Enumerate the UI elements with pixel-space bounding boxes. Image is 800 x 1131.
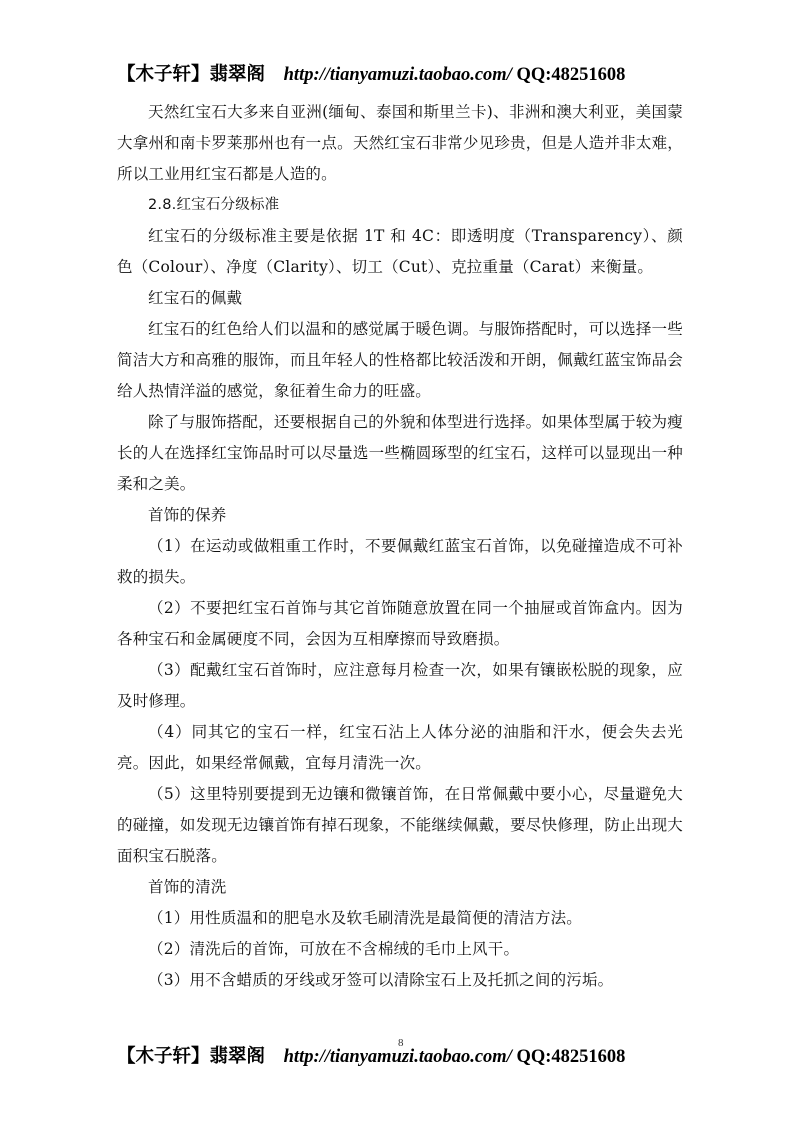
paragraph-wearing-color: 红宝石的红色给人们以温和的感觉属于暖色调。与服饰搭配时，可以选择一些简洁大方和高雅的服饰，而且年轻人的性格都比较活泼和开朗，佩戴红蓝宝饰品会给人热情洋溢的感觉，象征着生命力的旺盛。 [117, 320, 683, 400]
paragraph-origin: 天然红宝石大多来自亚洲(缅甸、泰国和斯里兰卡)、非洲和澳大利亚，美国蒙大拿州和南卡罗莱那州也有一点。天然红宝石非常少见珍贵，但是人造并非太难，所以工业用红宝石都是人造的。 [117, 103, 683, 183]
paragraph-grading: 红宝石的分级标准主要是依据 1T 和 4C：即透明度（Transparency）、颜色（Colour）、净度（Clarity）、切工（Cut）、克拉重量（Carat）来衡量。 [117, 227, 683, 276]
list-item-maintenance-5: （5）这里特别要提到无边镶和微镶首饰，在日常佩戴中要小心，尽量避免大的碰撞，如发现无边镶首饰有掉石现象，不能继续佩戴，要尽快修理，防止出现大面积宝石脱落。 [117, 785, 683, 865]
list-item-cleaning-2: （2）清洗后的首饰，可放在不含棉绒的毛巾上风干。 [148, 940, 520, 958]
document-body [117, 97, 683, 996]
list-item-maintenance-2: （2）不要把红宝石首饰与其它首饰随意放置在同一个抽屉或首饰盒内。因为各种宝石和金属硬度不同，会因为互相摩擦而导致磨损。 [117, 599, 683, 648]
header-url[interactable]: http://tianyamuzi.taobao.com/ [283, 65, 512, 85]
heading-cleaning: 首饰的清洗 [148, 878, 227, 896]
paragraph-wearing-body: 除了与服饰搭配，还要根据自己的外貌和体型进行选择。如果体型属于较为瘦长的人在选择红宝饰品时可以尽量选一些椭圆琢型的红宝石，这样可以显现出一种柔和之美。 [117, 413, 683, 493]
page-footer [117, 1042, 625, 1068]
list-item-maintenance-4: （4）同其它的宝石一样，红宝石沾上人体分泌的油脂和汗水，便会失去光亮。因此，如果经常佩戴，宜每月清洗一次。 [117, 723, 683, 772]
section-heading-grading: 2.8.红宝石分级标准 [148, 197, 280, 213]
header-brand: 【木子轩】翡翠阁 [117, 65, 266, 85]
list-item-cleaning-1: （1）用性质温和的肥皂水及软毛刷清洗是最简便的清洁方法。 [148, 909, 582, 927]
page-header [117, 60, 625, 86]
heading-wearing: 红宝石的佩戴 [148, 289, 243, 307]
footer-brand: 【木子轩】翡翠阁 [117, 1047, 266, 1067]
page-number: 8 [398, 1037, 404, 1049]
footer-qq: QQ:48251608 [516, 1047, 626, 1067]
footer-url[interactable]: http://tianyamuzi.taobao.com/ [283, 1047, 512, 1067]
header-qq: QQ:48251608 [516, 65, 626, 85]
heading-maintenance: 首饰的保养 [148, 506, 227, 524]
list-item-maintenance-1: （1）在运动或做粗重工作时，不要佩戴红蓝宝石首饰，以免碰撞造成不可补救的损失。 [117, 537, 683, 586]
list-item-maintenance-3: （3）配戴红宝石首饰时，应注意每月检查一次，如果有镶嵌松脱的现象，应及时修理。 [117, 661, 683, 710]
list-item-cleaning-3: （3）用不含蜡质的牙线或牙签可以清除宝石上及托抓之间的污垢。 [148, 971, 614, 989]
